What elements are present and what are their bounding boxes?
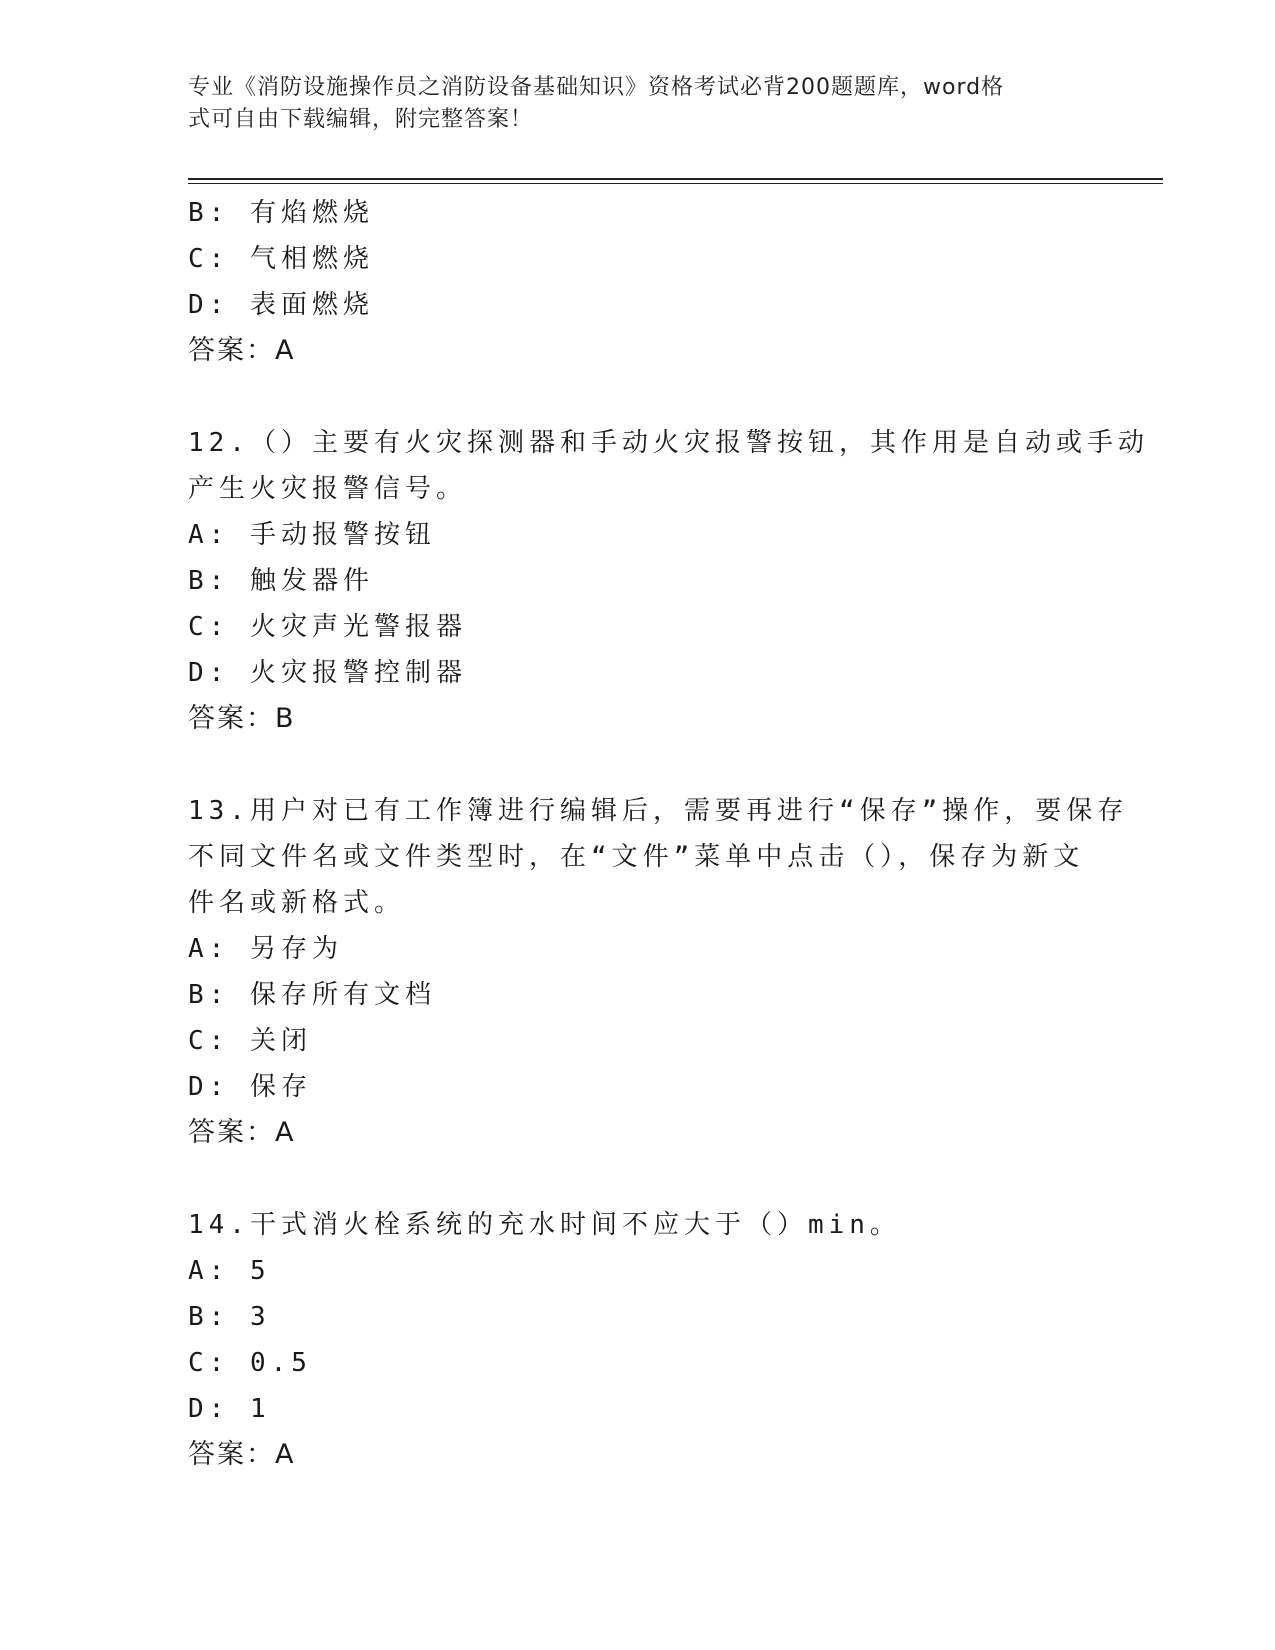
option-c: C: 火灾声光警报器	[188, 612, 467, 642]
option-b: B: 有焰燃烧	[188, 198, 374, 228]
header-title-line-1: 专业《消防设施操作员之消防设备基础知识》资格考试必背200题题库，word格	[188, 75, 1005, 100]
answer-label: 答案：	[188, 703, 275, 734]
answer-value: B	[275, 703, 296, 734]
answer-value: A	[275, 335, 296, 366]
option-a: A: 手动报警按钮	[188, 520, 436, 550]
option-c: C: 关闭	[188, 1026, 312, 1056]
question-14	[188, 1202, 1088, 1478]
header-divider-thick	[188, 178, 1163, 180]
option-b: B: 保存所有文档	[188, 980, 436, 1010]
question-text-line: 14.干式消火栓系统的充水时间不应大于（）min。	[188, 1210, 901, 1240]
answer-line	[188, 696, 1088, 742]
option-d: D: 火灾报警控制器	[188, 658, 467, 688]
option-b: B: 3	[188, 1302, 271, 1332]
document-header	[188, 72, 1078, 136]
question-text-line: 12.（）主要有火灾探测器和手动火灾报警按钮，其作用是自动或手动	[188, 428, 1149, 458]
option-a: A: 5	[188, 1256, 271, 1286]
option-c: C: 0.5	[188, 1348, 312, 1378]
spacer	[188, 374, 1088, 420]
answer-line	[188, 1432, 1088, 1478]
answer-value: A	[275, 1117, 296, 1148]
question-11	[188, 190, 1088, 374]
option-d: D: 表面燃烧	[188, 290, 374, 320]
question-text-line: 件名或新格式。	[188, 888, 406, 918]
option-d: D: 1	[188, 1394, 271, 1424]
spacer	[188, 1156, 1088, 1202]
answer-value: A	[275, 1439, 296, 1470]
spacer	[188, 742, 1088, 788]
question-text-line: 产生火灾报警信号。	[188, 474, 468, 504]
answer-label: 答案：	[188, 1439, 275, 1470]
answer-label: 答案：	[188, 335, 275, 366]
question-text-line: 不同文件名或文件类型时，在“文件”菜单中点击（），保存为新文	[188, 842, 1085, 872]
question-list	[188, 190, 1149, 1478]
question-13	[188, 788, 1129, 1156]
question-12	[188, 420, 1149, 742]
answer-line	[188, 328, 1088, 374]
answer-line	[188, 1110, 1088, 1156]
option-b: B: 触发器件	[188, 566, 374, 596]
question-text-line: 13.用户对已有工作簿进行编辑后，需要再进行“保存”操作，要保存	[188, 796, 1129, 826]
option-d: D: 保存	[188, 1072, 312, 1102]
option-c: C: 气相燃烧	[188, 244, 374, 274]
header-title-line-2: 式可自由下载编辑，附完整答案！	[188, 107, 534, 132]
answer-label: 答案：	[188, 1117, 275, 1148]
option-a: A: 另存为	[188, 934, 343, 964]
header-divider-thin	[188, 183, 1163, 184]
